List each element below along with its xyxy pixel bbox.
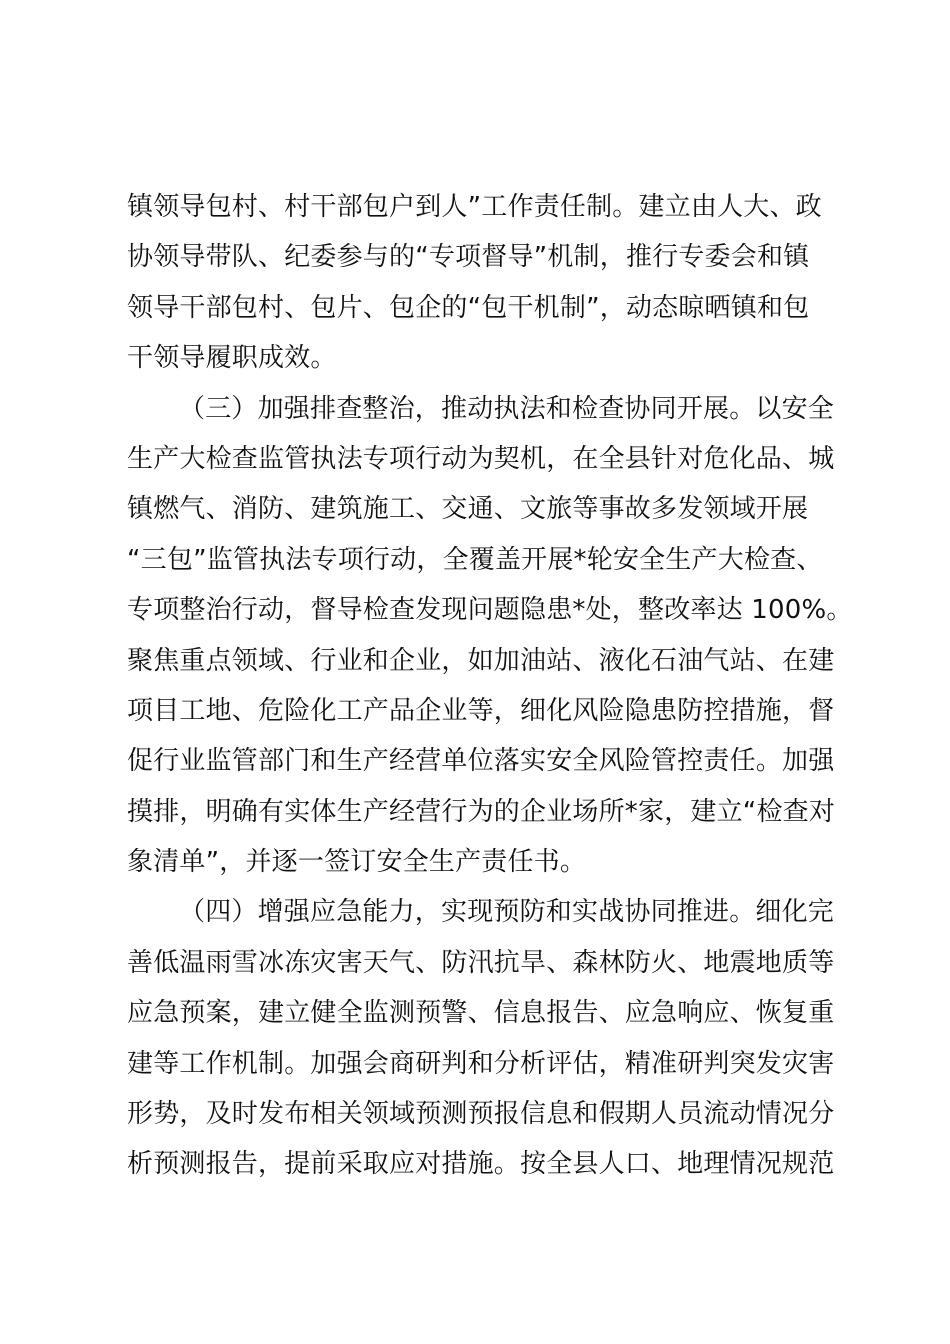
text-line: 形势，及时发布相关领域预测预报信息和假期人员流动情况分: [127, 1099, 835, 1130]
section-heading-line: （三）加强排查整治，推动执法和检查协同开展。以安全: [179, 393, 835, 424]
text-line: 促行业监管部门和生产经营单位落实安全风险管控责任。加强: [127, 746, 835, 777]
body-text: [127, 182, 853, 1190]
text-line: 镇领导包村、村干部包户到人”工作责任制。建立由人大、政: [127, 192, 822, 222]
text-line: 析预测报告，提前采取应对措施。按全县人口、地理情况规范: [127, 1149, 835, 1180]
text-line: 项目工地、危险化工产品企业等，细化风险隐患防控措施，督: [127, 695, 835, 726]
text-line: 领导干部包村、包片、包企的“包干机制”，动态晾晒镇和包: [127, 292, 810, 323]
text-line: 象清单”，并逐一签订安全生产责任书。: [127, 847, 587, 878]
text-line: 镇燃气、消防、建筑施工、交通、文旅等事故多发领域开展: [127, 494, 809, 525]
text-line: 善低温雨雪冰冻灾害天气、防汛抗旱、森林防火、地震地质等: [127, 947, 835, 978]
text-line: 摸排，明确有实体生产经营行为的企业场所*家，建立“检查对: [127, 796, 836, 827]
text-line: 建等工作机制。加强会商研判和分析评估，精准研判突发灾害: [127, 1048, 835, 1079]
text-line: 专项整治行动，督导检查发现问题隐患*处，整改率达 100%。: [127, 595, 853, 626]
text-line: 干领导履职成效。: [127, 343, 337, 374]
text-line: 应急预案，建立健全监测预警、信息报告、应急响应、恢复重: [127, 998, 835, 1029]
section-heading-line: （四）增强应急能力，实现预防和实战协同推进。细化完: [179, 897, 835, 928]
text-line: “三包”监管执法专项行动，全覆盖开展*轮安全生产大检查、: [127, 544, 823, 575]
text-line: 生产大检查监管执法专项行动为契机，在全县针对危化品、城: [127, 443, 835, 474]
text-line: 协领导带队、纪委参与的“专项督导”机制，推行专委会和镇: [127, 242, 810, 273]
text-line: 聚焦重点领域、行业和企业，如加油站、液化石油气站、在建: [127, 645, 835, 676]
